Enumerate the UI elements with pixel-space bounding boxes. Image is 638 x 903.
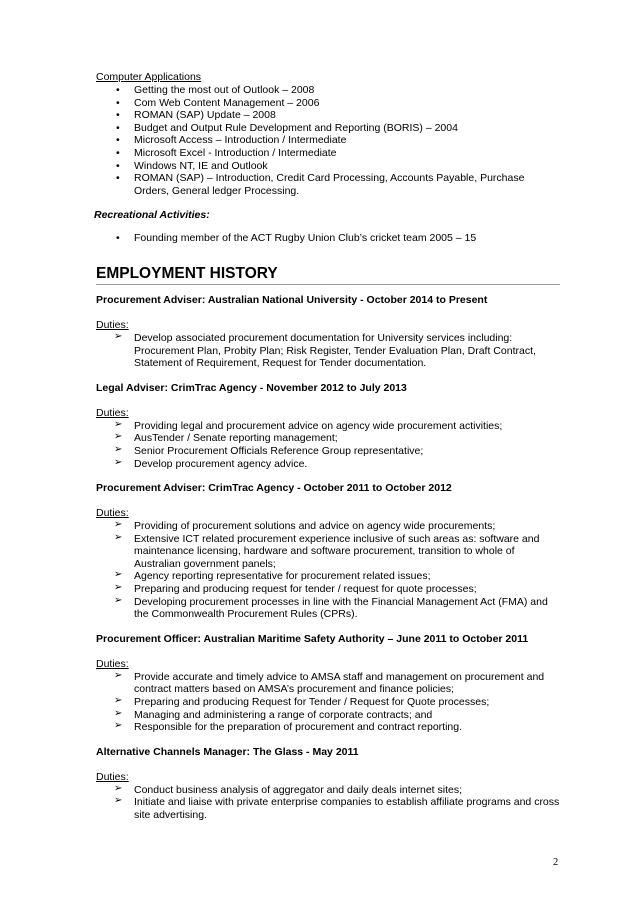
bullet-icon: • [116, 146, 120, 159]
list-item: • Founding member of the ACT Rugby Union Club’s cricket team 2005 – 15 [116, 232, 477, 245]
list-item: ➢ Managing and administering a range of corporate contracts; and [114, 707, 433, 721]
list-item: ➢ Senior Procurement Officials Reference Group representative; [114, 443, 424, 457]
arrow-bullet-icon: ➢ [114, 795, 123, 807]
arrow-bullet-icon: ➢ [114, 569, 123, 581]
list-item: ➢ Responsible for the preparation of procurement and contract reporting. [114, 720, 463, 734]
job-title: Procurement Adviser: CrimTrac Agency - October 2011 to October 2012 [96, 482, 452, 495]
duties-list [96, 784, 560, 822]
list-item: ➢ Developing procurement processes in line with the Financial Management Act (FMA) and the Commonwealth Procurement Rules (CPRs). [114, 594, 548, 621]
job-title: Procurement Officer: Australian Maritime Safety Authority – June 2011 to October 2011 [96, 632, 529, 645]
job-title: Procurement Adviser: Australian National University - October 2014 to Present [96, 293, 488, 306]
list-item: ➢ Conduct business analysis of aggregator and daily deals internet sites; [114, 782, 463, 796]
arrow-bullet-icon: ➢ [114, 456, 123, 468]
computer-applications-title: Computer Applications [96, 71, 202, 83]
recreational-activities-list [96, 232, 560, 245]
arrow-bullet-icon: ➢ [114, 594, 123, 606]
list-item: • ROMAN (SAP) Update – 2008 [116, 109, 276, 122]
duties-list [96, 332, 560, 370]
computer-applications-list [96, 84, 560, 197]
job-title: Legal Adviser: CrimTrac Agency - November 2012 to July 2013 [96, 381, 407, 394]
page-number: 2 [553, 857, 559, 868]
list-item: ➢ Preparing and producing request for tender / request for quote processes; [114, 582, 477, 596]
bullet-icon: • [116, 134, 120, 147]
list-item: • ROMAN (SAP) – Introduction, Credit Card Processing, Accounts Payable, Purchase Orders, General ledger Processing. [116, 172, 525, 197]
arrow-bullet-icon: ➢ [114, 782, 123, 794]
arrow-bullet-icon: ➢ [114, 519, 123, 531]
duties-list [96, 671, 560, 734]
list-item: • Budget and Output Rule Development and Reporting (BORIS) – 2004 [116, 121, 458, 134]
employment-history-heading: EMPLOYMENT HISTORY [96, 264, 278, 282]
recreational-activities-title: Recreational Activities: [94, 209, 210, 222]
list-item: • Microsoft Access – Introduction / Intermediate [116, 134, 347, 147]
arrow-bullet-icon: ➢ [114, 431, 123, 443]
duties-label: Duties: [96, 507, 129, 520]
list-item: ➢ Develop associated procurement documentation for University services including: Procurement Plan, Probity Plan; Risk Register, Tender Evaluation Plan, Draft Contract, Statement of Requirement, Request for Tender documentation. [114, 330, 536, 370]
document-page [96, 71, 560, 822]
bullet-icon: • [116, 159, 120, 172]
list-item: • Microsoft Excel - Introduction / Intermediate [116, 146, 337, 159]
duties-list [96, 420, 560, 470]
arrow-bullet-icon: ➢ [114, 720, 123, 732]
arrow-bullet-icon: ➢ [114, 582, 123, 594]
arrow-bullet-icon: ➢ [114, 669, 123, 681]
duties-label: Duties: [96, 406, 129, 419]
list-item: ➢ Extensive ICT related procurement experience inclusive of such areas as: software and maintenance licensing, hardware and software procurement, transition to whole of Australian government panels; [114, 531, 540, 570]
list-item: ➢ Agency reporting representative for procurement related issues; [114, 569, 431, 583]
list-item: • Getting the most out of Outlook – 2008 [116, 84, 315, 96]
bullet-icon: • [116, 84, 120, 96]
list-item: ➢ AusTender / Senate reporting management; [114, 431, 338, 445]
bullet-icon: • [116, 96, 120, 109]
list-item: ➢ Provide accurate and timely advice to AMSA staff and management on procurement and contract matters based on AMSA’s procurement and finance policies; [114, 669, 545, 696]
job-title: Alternative Channels Manager: The Glass - May 2011 [96, 745, 359, 758]
arrow-bullet-icon: ➢ [114, 418, 123, 430]
arrow-bullet-icon: ➢ [114, 531, 123, 543]
list-item: • Com Web Content Management – 2006 [116, 96, 320, 109]
list-item: ➢ Providing legal and procurement advice on agency wide procurement activities; [114, 418, 503, 432]
duties-label: Duties: [96, 318, 129, 331]
list-item: ➢ Providing of procurement solutions and advice on agency wide procurements; [114, 519, 496, 533]
list-item: ➢ Initiate and liaise with private enterprise companies to establish affiliate programs and cross site advertising. [114, 795, 560, 821]
list-item: ➢ Develop procurement agency advice. [114, 456, 308, 470]
heading-divider [96, 284, 560, 285]
bullet-icon: • [116, 172, 120, 185]
list-item: • Windows NT, IE and Outlook [116, 159, 268, 172]
bullet-icon: • [116, 232, 120, 245]
arrow-bullet-icon: ➢ [114, 330, 123, 342]
bullet-icon: • [116, 109, 120, 122]
arrow-bullet-icon: ➢ [114, 695, 123, 707]
arrow-bullet-icon: ➢ [114, 707, 123, 719]
duties-list [96, 520, 560, 621]
list-item: ➢ Preparing and producing Request for Tender / Request for Quote processes; [114, 695, 490, 709]
bullet-icon: • [116, 121, 120, 134]
duties-label: Duties: [96, 770, 129, 783]
duties-label: Duties: [96, 657, 129, 670]
arrow-bullet-icon: ➢ [114, 443, 123, 455]
